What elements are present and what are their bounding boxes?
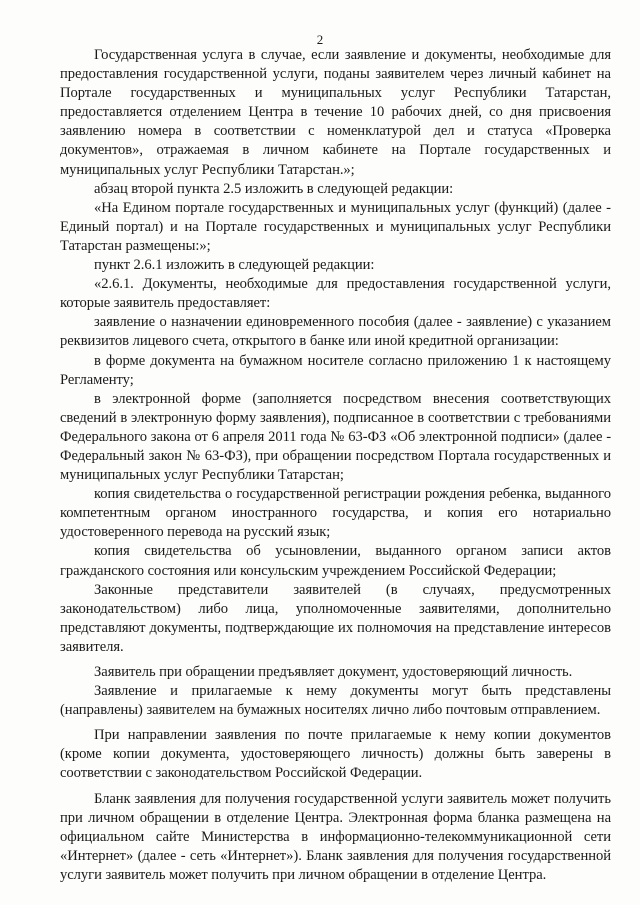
paragraph-2-6-1-heading: «2.6.1. Документы, необходимые для предоставления государственной услуги, которые заявитель предоставляет:	[60, 276, 611, 312]
paragraph-adoption-certificate: копия свидетельства об усыновлении, выданного органом записи актов гражданского состояния или консульским учреждением Российской Федерации;	[60, 543, 611, 579]
document-body	[60, 46, 611, 885]
paragraph-application-blank: Бланк заявления для получения государственной услуги заявитель может получить при личном обращении в отделение Центра. Электронная форма бланка размещена на официальном сайте Министерства в информационно-телекоммуникационной сети «Интернет» (далее - сеть «Интернет»). Бланк заявления для получения государственной услуги заявитель может получить при личном обращении в отделение Центра.	[60, 790, 611, 883]
paragraph-electronic-form: в электронной форме (заполняется посредством внесения соответствующих сведений в электронную форму заявления), подписанное в соответствии с требованиями Федерального закона от 6 апреля 2011 года № 63-ФЗ «Об электронной подписи» (далее - Федеральный закон № 63-ФЗ), при обращении посредством Портала государственных и муниципальных услуг Республики Татарстан;	[60, 390, 611, 484]
paragraph-legal-representatives: Законные представители заявителей (в случаях, предусмотренных законодательством) либо лица, уполномоченные заявителями, дополнительно представляют документы, подтверждающие их полномочия на представление интересов заявителя.	[60, 581, 611, 655]
paragraph-postal-submission: При направлении заявления по почте прилагаемые к нему копии документов (кроме копии документа, удостоверяющего личность) должны быть заверены в соответствии с законодательством Российской Федерации.	[60, 727, 611, 782]
paragraph-identity-document: Заявитель при обращении предъявляет документ, удостоверяющий личность.	[94, 664, 573, 680]
paragraph-amend-2-6-1: пункт 2.6.1 изложить в следующей редакции:	[94, 257, 375, 274]
paragraph-portal-quote: «На Едином портале государственных и муниципальных услуг (функций) (далее - Единый портал) и на Портале государственных и муниципальных услуг Республики Татарстан размещены:»;	[60, 199, 611, 254]
paragraph-birth-certificate: копия свидетельства о государственной регистрации рождения ребенка, выданного компетентным органом иностранного государства, и копия его нотариально удостоверенного перевода на русский язык;	[60, 486, 611, 541]
paragraph-amend-2-5: абзац второй пункта 2.5 изложить в следующей редакции:	[94, 180, 454, 197]
page-number: 2	[316, 32, 324, 47]
paragraph-application: заявление о назначении единовременного пособия (далее - заявление) с указанием реквизитов лицевого счета, открытого в банке или иной кредитной организации:	[60, 314, 611, 350]
paragraph-paper-form: в форме документа на бумажном носителе согласно приложению 1 к настоящему Регламенту;	[60, 352, 611, 388]
paragraph-service-term: Государственная услуга в случае, если заявление и документы, необходимые для предоставления государственной услуги, поданы заявителем через личный кабинет на Портале государственных и муниципальных услуг Республики Татарстан, предоставляется отделением Центра в течение 10 рабочих дней, со дня присвоения заявлению номера в соответствии с номенклатурой дел и статуса «Проверка документов», отражаемая в личном кабинете на Портале государственных и муниципальных услуг Республики Татарстан.»;	[60, 47, 611, 178]
paragraph-submission-methods: Заявление и прилагаемые к нему документы могут быть представлены (направлены) заявителем на бумажных носителях лично либо почтовым отправлением.	[60, 683, 611, 719]
